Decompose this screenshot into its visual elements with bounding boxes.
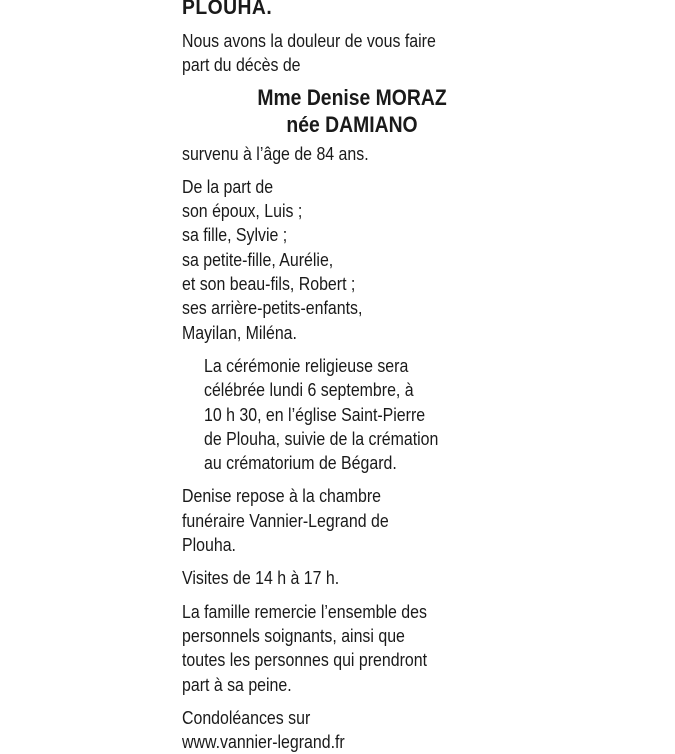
- visits-line: Visites de 14 h à 17 h.: [182, 567, 340, 589]
- thanks-line: personnels soignants, ainsi que: [182, 624, 405, 646]
- ceremony-line: au crématorium de Bégard.: [204, 452, 397, 474]
- family-line: Mayilan, Miléna.: [182, 321, 297, 343]
- deceased-name: Mme Denise MORAZ: [257, 84, 447, 110]
- thanks-line: part à sa peine.: [182, 673, 292, 695]
- deceased-maiden-name: née DAMIANO: [286, 111, 418, 137]
- intro-paragraph: [182, 29, 512, 78]
- ceremony-line: La cérémonie religieuse sera: [204, 354, 409, 376]
- condolences-paragraph: [182, 706, 512, 754]
- condolences-website: www.vannier-legrand.fr: [182, 731, 345, 753]
- thanks-paragraph: [182, 600, 512, 697]
- ceremony-paragraph: [204, 354, 512, 475]
- rest-line: Plouha.: [182, 534, 236, 556]
- ceremony-line: célébrée lundi 6 septembre, à: [204, 379, 414, 401]
- family-line: son époux, Luis ;: [182, 200, 303, 222]
- ceremony-line: de Plouha, suivie de la crémation: [204, 427, 439, 449]
- rest-paragraph: [182, 484, 512, 557]
- ceremony-line: 10 h 30, en l’église Saint-Pierre: [204, 403, 426, 425]
- family-line: De la part de: [182, 175, 274, 197]
- family-line: sa fille, Sylvie ;: [182, 224, 288, 246]
- thanks-line: toutes les personnes qui prendront: [182, 649, 428, 671]
- thanks-line: La famille remercie l’ensemble des: [182, 600, 427, 622]
- family-line: sa petite-fille, Aurélie,: [182, 248, 334, 270]
- deceased-name-block: [182, 84, 512, 138]
- family-line: ses arrière-petits-enfants,: [182, 297, 363, 319]
- age-line: survenu à l’âge de 84 ans.: [182, 142, 369, 164]
- family-paragraph: [182, 175, 512, 345]
- family-line: et son beau-fils, Robert ;: [182, 273, 356, 295]
- rest-line: funéraire Vannier-Legrand de: [182, 509, 389, 531]
- obituary-notice: [182, 0, 512, 754]
- condolences-line: Condoléances sur: [182, 706, 311, 728]
- intro-line: part du décès de: [182, 54, 301, 76]
- rest-line: Denise repose à la chambre: [182, 485, 381, 507]
- town-heading: PLOUHA.: [182, 0, 273, 19]
- visits-paragraph: [182, 566, 512, 590]
- intro-line: Nous avons la douleur de vous faire: [182, 30, 436, 51]
